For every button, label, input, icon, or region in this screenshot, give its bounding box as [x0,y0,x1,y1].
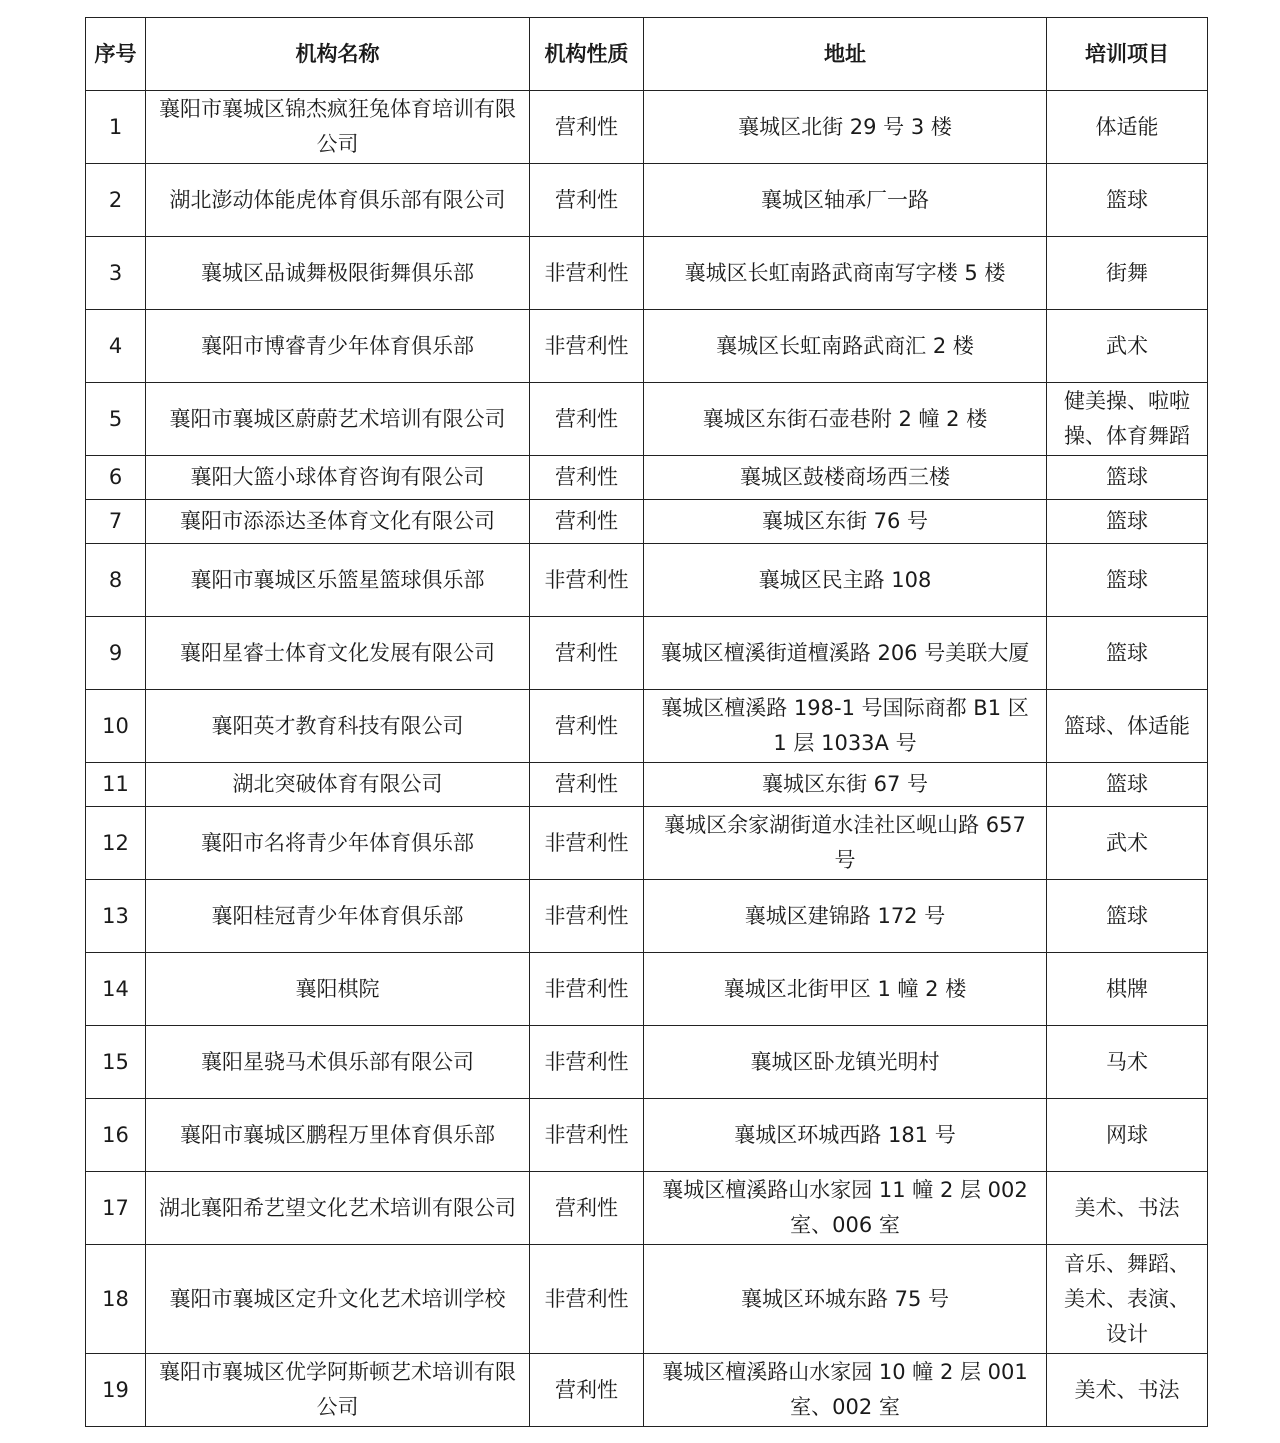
row-number-cell: 19 [86,1354,146,1427]
institution-name-cell: 襄阳市襄城区鹏程万里体育俱乐部 [146,1099,530,1172]
row-number-cell: 2 [86,164,146,237]
institution-type-cell: 营利性 [530,617,644,690]
table-row [86,1354,1208,1427]
institution-name-cell: 湖北澎动体能虎体育俱乐部有限公司 [146,164,530,237]
institution-type-cell: 营利性 [530,763,644,807]
institution-name-cell: 襄阳棋院 [146,953,530,1026]
address-cell: 襄城区环城西路 181 号 [644,1099,1047,1172]
address-cell: 襄城区东街 67 号 [644,763,1047,807]
institution-type-cell: 非营利性 [530,1245,644,1354]
training-project-cell: 网球 [1047,1099,1208,1172]
institution-type-cell: 非营利性 [530,953,644,1026]
address-cell: 襄城区轴承厂一路 [644,164,1047,237]
institution-name-cell: 襄阳英才教育科技有限公司 [146,690,530,763]
row-number-cell: 8 [86,544,146,617]
address-cell: 襄城区檀溪街道檀溪路 206 号美联大厦 [644,617,1047,690]
address-cell: 襄城区檀溪路 198-1 号国际商都 B1 区 1 层 1033A 号 [644,690,1047,763]
table-row [86,544,1208,617]
training-project-cell: 篮球、体适能 [1047,690,1208,763]
institution-type-cell: 非营利性 [530,237,644,310]
header-serial-number: 序号 [86,18,146,91]
institution-type-cell: 非营利性 [530,310,644,383]
training-project-cell: 篮球 [1047,500,1208,544]
institution-type-cell: 营利性 [530,500,644,544]
address-cell: 襄城区卧龙镇光明村 [644,1026,1047,1099]
address-cell: 襄城区檀溪路山水家园 10 幢 2 层 001 室、002 室 [644,1354,1047,1427]
address-cell: 襄城区长虹南路武商汇 2 楼 [644,310,1047,383]
table-row [86,91,1208,164]
training-project-cell: 马术 [1047,1026,1208,1099]
address-cell: 襄城区北街甲区 1 幢 2 楼 [644,953,1047,1026]
institution-name-cell: 襄阳市襄城区蔚蔚艺术培训有限公司 [146,383,530,456]
table-row [86,237,1208,310]
address-cell: 襄城区长虹南路武商南写字楼 5 楼 [644,237,1047,310]
table-row [86,763,1208,807]
training-institution-table [85,17,1208,1427]
header-institution-type: 机构性质 [530,18,644,91]
row-number-cell: 18 [86,1245,146,1354]
row-number-cell: 14 [86,953,146,1026]
table-row [86,690,1208,763]
training-project-cell: 武术 [1047,310,1208,383]
row-number-cell: 4 [86,310,146,383]
address-cell: 襄城区建锦路 172 号 [644,880,1047,953]
address-cell: 襄城区环城东路 75 号 [644,1245,1047,1354]
table-row [86,807,1208,880]
institution-name-cell: 湖北襄阳希艺望文化艺术培训有限公司 [146,1172,530,1245]
table-row [86,1099,1208,1172]
institution-type-cell: 营利性 [530,690,644,763]
training-project-cell: 篮球 [1047,763,1208,807]
institution-name-cell: 襄阳星睿士体育文化发展有限公司 [146,617,530,690]
training-project-cell: 篮球 [1047,544,1208,617]
document-page [85,17,1207,1427]
training-project-cell: 篮球 [1047,164,1208,237]
institution-name-cell: 襄阳市名将青少年体育俱乐部 [146,807,530,880]
table-row [86,383,1208,456]
institution-name-cell: 襄阳市襄城区定升文化艺术培训学校 [146,1245,530,1354]
table-row [86,310,1208,383]
training-project-cell: 篮球 [1047,456,1208,500]
row-number-cell: 12 [86,807,146,880]
institution-name-cell: 襄阳市襄城区优学阿斯顿艺术培训有限公司 [146,1354,530,1427]
table-row [86,1172,1208,1245]
row-number-cell: 10 [86,690,146,763]
institution-type-cell: 非营利性 [530,1099,644,1172]
row-number-cell: 11 [86,763,146,807]
table-row [86,500,1208,544]
institution-type-cell: 非营利性 [530,880,644,953]
address-cell: 襄城区余家湖街道水洼社区岘山路 657 号 [644,807,1047,880]
address-cell: 襄城区檀溪路山水家园 11 幢 2 层 002 室、006 室 [644,1172,1047,1245]
institution-type-cell: 非营利性 [530,1026,644,1099]
header-address: 地址 [644,18,1047,91]
institution-type-cell: 非营利性 [530,807,644,880]
table-row [86,1026,1208,1099]
row-number-cell: 17 [86,1172,146,1245]
institution-type-cell: 营利性 [530,383,644,456]
institution-name-cell: 襄城区品诚舞极限街舞俱乐部 [146,237,530,310]
institution-name-cell: 襄阳市襄城区乐篮星篮球俱乐部 [146,544,530,617]
training-project-cell: 美术、书法 [1047,1354,1208,1427]
row-number-cell: 5 [86,383,146,456]
institution-type-cell: 营利性 [530,91,644,164]
table-row [86,456,1208,500]
institution-name-cell: 襄阳大篮小球体育咨询有限公司 [146,456,530,500]
institution-name-cell: 湖北突破体育有限公司 [146,763,530,807]
address-cell: 襄城区北街 29 号 3 楼 [644,91,1047,164]
row-number-cell: 6 [86,456,146,500]
table-header-row [86,18,1208,91]
row-number-cell: 9 [86,617,146,690]
institution-type-cell: 非营利性 [530,544,644,617]
training-project-cell: 武术 [1047,807,1208,880]
row-number-cell: 3 [86,237,146,310]
header-institution-name: 机构名称 [146,18,530,91]
training-project-cell: 街舞 [1047,237,1208,310]
institution-type-cell: 营利性 [530,1354,644,1427]
training-project-cell: 棋牌 [1047,953,1208,1026]
institution-type-cell: 营利性 [530,164,644,237]
training-project-cell: 体适能 [1047,91,1208,164]
training-project-cell: 篮球 [1047,880,1208,953]
row-number-cell: 15 [86,1026,146,1099]
table-row [86,1245,1208,1354]
institution-type-cell: 营利性 [530,456,644,500]
training-project-cell: 音乐、舞蹈、美术、表演、设计 [1047,1245,1208,1354]
training-project-cell: 健美操、啦啦操、体育舞蹈 [1047,383,1208,456]
row-number-cell: 13 [86,880,146,953]
table-row [86,953,1208,1026]
institution-name-cell: 襄阳桂冠青少年体育俱乐部 [146,880,530,953]
institution-name-cell: 襄阳市襄城区锦杰疯狂兔体育培训有限公司 [146,91,530,164]
table-row [86,617,1208,690]
address-cell: 襄城区民主路 108 [644,544,1047,617]
institution-type-cell: 营利性 [530,1172,644,1245]
institution-name-cell: 襄阳市添添达圣体育文化有限公司 [146,500,530,544]
table-row [86,164,1208,237]
address-cell: 襄城区东街 76 号 [644,500,1047,544]
training-project-cell: 篮球 [1047,617,1208,690]
address-cell: 襄城区东街石壶巷附 2 幢 2 楼 [644,383,1047,456]
table-row [86,880,1208,953]
institution-name-cell: 襄阳市博睿青少年体育俱乐部 [146,310,530,383]
row-number-cell: 1 [86,91,146,164]
row-number-cell: 7 [86,500,146,544]
institution-name-cell: 襄阳星骁马术俱乐部有限公司 [146,1026,530,1099]
address-cell: 襄城区鼓楼商场西三楼 [644,456,1047,500]
row-number-cell: 16 [86,1099,146,1172]
header-training-project: 培训项目 [1047,18,1208,91]
training-project-cell: 美术、书法 [1047,1172,1208,1245]
